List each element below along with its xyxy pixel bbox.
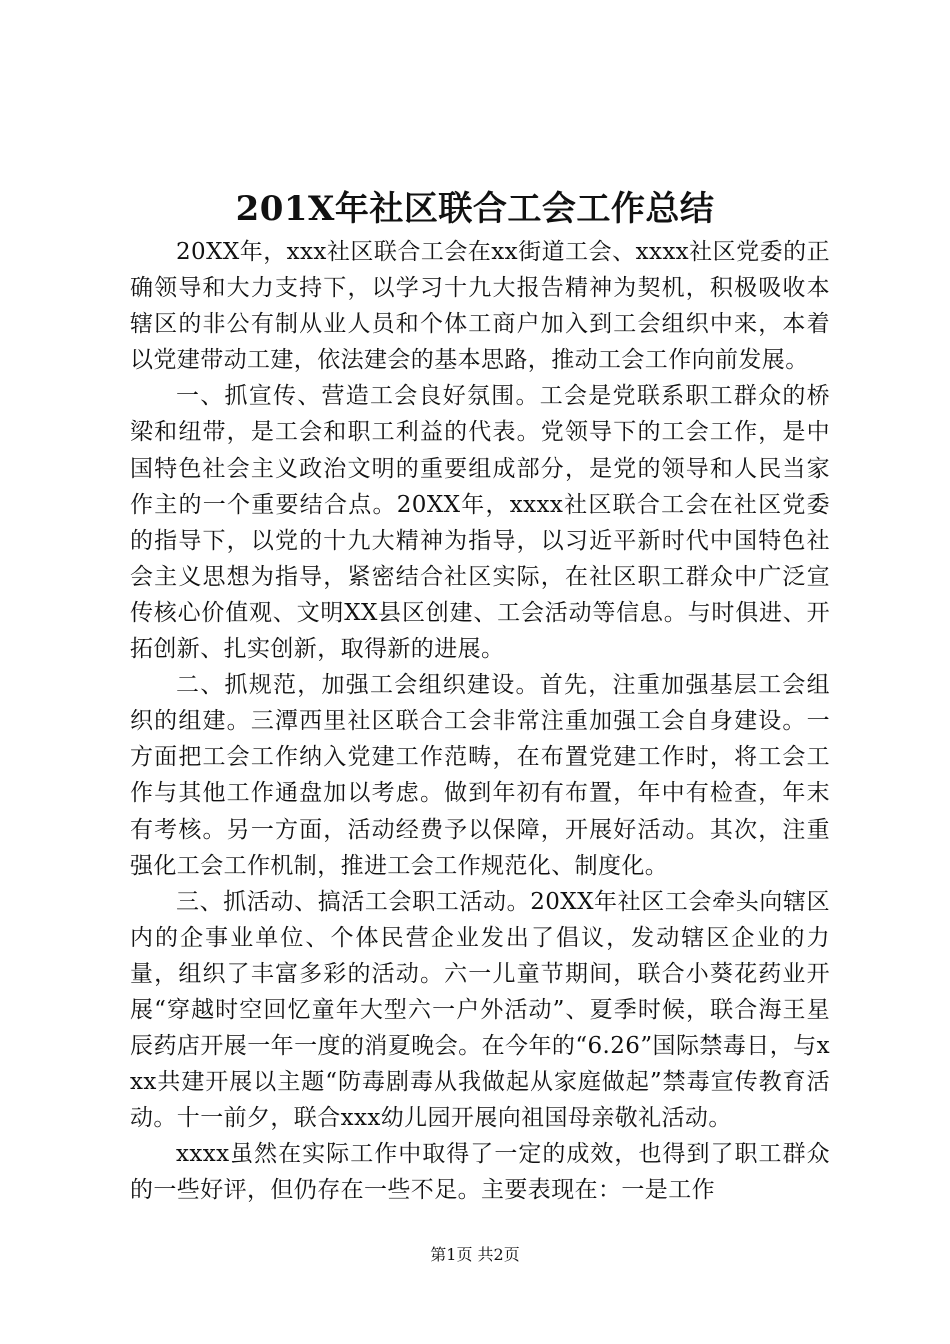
paragraph-section-2: 二、抓规范，加强工会组织建设。首先，注重加强基层工会组织的组建。三潭西里社区联合工会非常注重加强工会自身建设。一方面把工会工作纳入党建工作范畴，在布置党建工作时，将工会工作与其他工作通盘加以考虑。做到年初有布置，年中有检查，年末有考核。另一方面，活动经费予以保障，开展好活动。其次，注重强化工会工作机制，推进工会工作规范化、制度化。 [130,672,830,879]
paragraph-intro: 20XX年，xxx社区联合工会在xx街道工会、xxxx社区党委的正确领导和大力支持下，以学习十九大报告精神为契机，积极吸收本辖区的非公有制从业人员和个体工商户加入到工会组织中来，本着以党建带动工建，依法建会的基本思路，推动工会工作向前发展。 [130,239,830,374]
document-body [130,234,830,1209]
paragraph-section-1: 一、抓宣传、营造工会良好氛围。工会是党联系职工群众的桥梁和纽带，是工会和职工利益的代表。党领导下的工会工作，是中国特色社会主义政治文明的重要组成部分，是党的领导和人民当家作主的一个重要结合点。20XX年，xxxx社区联合工会在社区党委的指导下，以党的十九大精神为指导，以习近平新时代中国特色社会主义思想为指导，紧密结合社区实际，在社区职工群众中广泛宣传核心价值观、文明XX县区创建、工会活动等信息。与时俱进、开拓创新、扎实创新，取得新的进展。 [130,383,830,663]
paragraph-shortcomings: xxxx虽然在实际工作中取得了一定的成效，也得到了职工群众的一些好评，但仍存在一些不足。主要表现在：一是工作 [130,1141,830,1204]
document-title: 201X年社区联合工会工作总结 [235,189,715,229]
paragraph-section-3: 三、抓活动、搞活工会职工活动。20XX年社区工会牵头向辖区内的企事业单位、个体民营企业发出了倡议，发动辖区企业的力量，组织了丰富多彩的活动。六一儿童节期间，联合小葵花药业开展“穿越时空回忆童年大型六一户外活动”、夏季时候，联合海王星辰药店开展一年一度的消夏晚会。在今年的“6.26”国际禁毒日，与xxx共建开展以主题“防毒剧毒从我做起从家庭做起”禁毒宣传教育活动。十一前夕，联合xxx幼儿园开展向祖国母亲敬礼活动。 [130,888,830,1132]
page-number-footer: 第1页 共2页 [430,1245,520,1264]
